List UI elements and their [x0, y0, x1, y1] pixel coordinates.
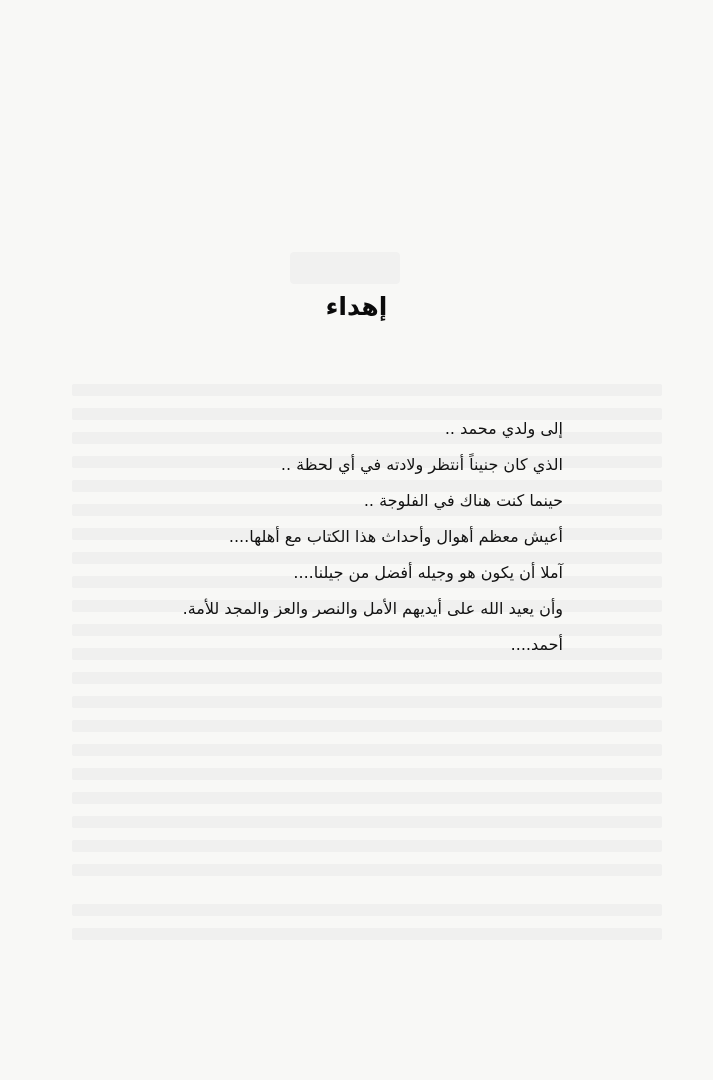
show-through-line: [72, 904, 662, 916]
show-through-line: [72, 816, 662, 828]
signature-line: أحمد....: [510, 635, 563, 654]
show-through-heading: [290, 252, 400, 284]
show-through-line: [72, 672, 662, 684]
show-through-line: [72, 744, 662, 756]
show-through-line: [72, 840, 662, 852]
dedication-line: وأن يعيد الله على أيديهم الأمل والنصر والعز والمجد للأمة.: [182, 599, 563, 618]
show-through-line: [72, 792, 662, 804]
show-through-line: [72, 928, 662, 940]
show-through-text: [60, 95, 670, 205]
dedication-line: أعيش معظم أهوال وأحداث هذا الكتاب مع أهلها....: [228, 527, 563, 546]
show-through-line: [72, 384, 662, 396]
dedication-line: حينما كنت هناك في الفلوجة ..: [363, 491, 563, 510]
show-through-line: [72, 696, 662, 708]
show-through-line: [72, 864, 662, 876]
dedication-text: [93, 411, 563, 663]
dedication-line: الذي كان جنيناً أنتظر ولادته في أي لحظة ..: [280, 455, 563, 474]
show-through-line: [72, 768, 662, 780]
dedication-line: إلى ولدي محمد ..: [444, 419, 563, 438]
show-through-line: [72, 720, 662, 732]
dedication-line: آملا أن يكون هو وجيله أفضل من جيلنا....: [293, 563, 563, 582]
page-title: إهداء: [325, 292, 388, 321]
